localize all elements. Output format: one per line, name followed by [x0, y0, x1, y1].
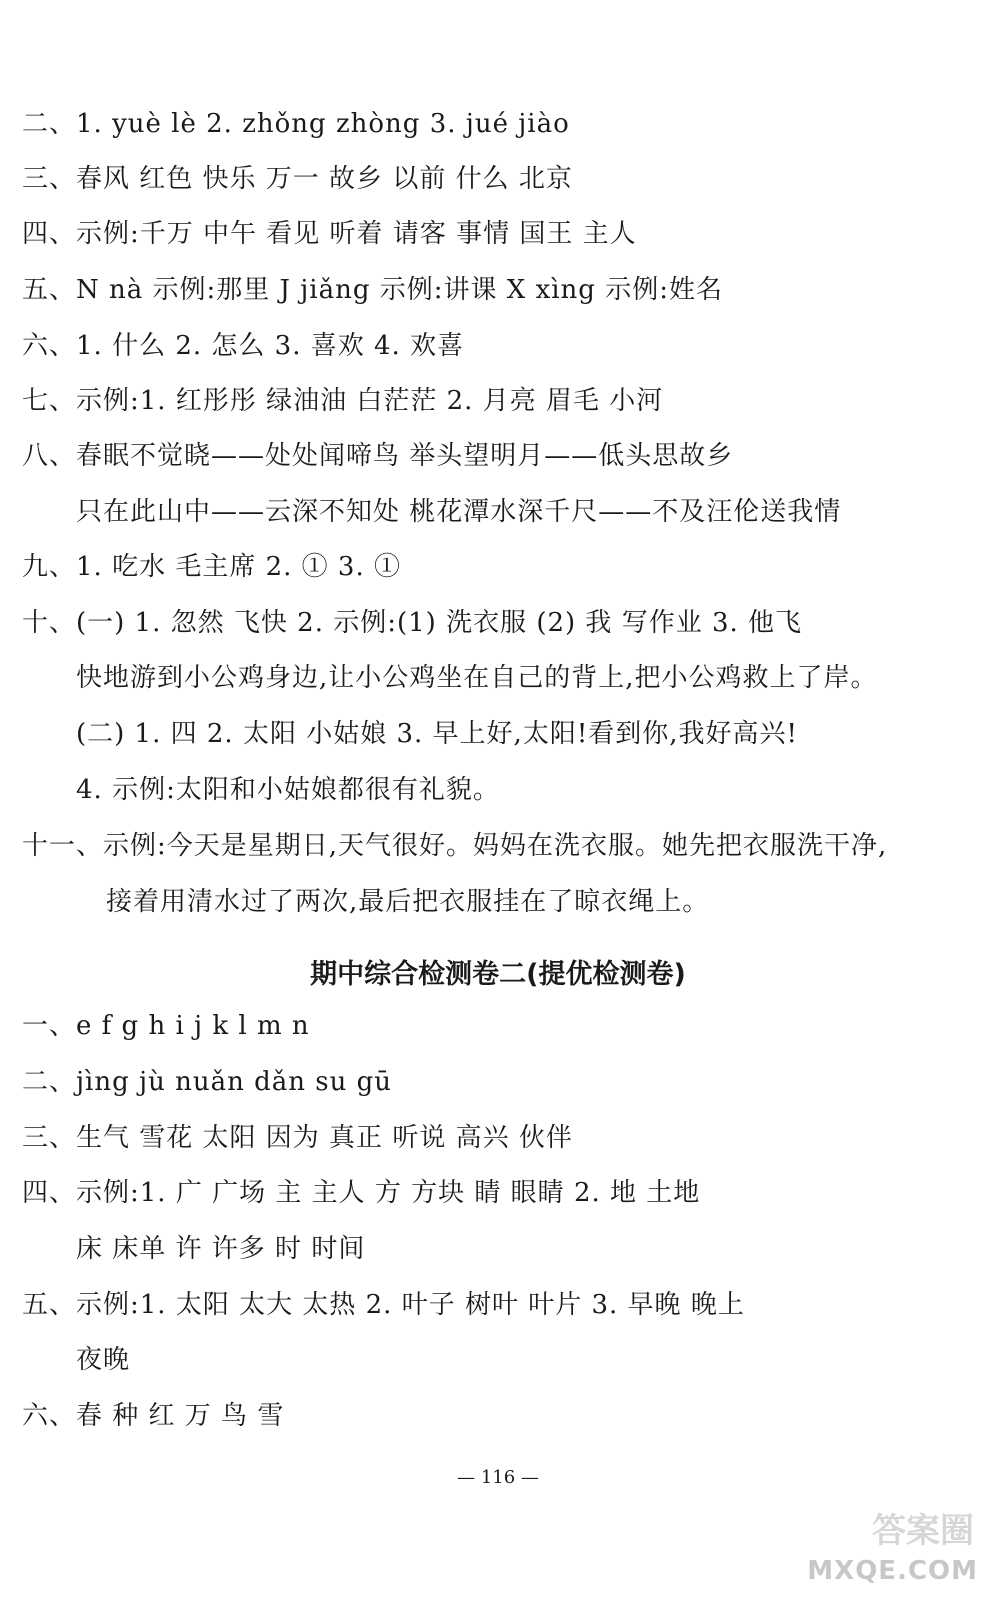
answer2-line-1: 一、e f g h i j k l m n: [22, 1011, 310, 1041]
answer2-line-5-cont: 夜晚: [76, 1345, 131, 1375]
watermark-url-text: MXQE.COM: [807, 1556, 978, 1586]
answer-line-10: 十、(一) 1. 忽然 飞快 2. 示例:(1) 洗衣服 (2) 我 写作业 3. 他飞: [22, 608, 803, 638]
answer-line-8-cont: 只在此山中——云深不知处 桃花潭水深千尺——不及汪伦送我情: [76, 497, 842, 527]
answer-line-7: 七、示例:1. 红彤彤 绿油油 白茫茫 2. 月亮 眉毛 小河: [22, 386, 664, 416]
answer-line-4: 四、示例:千万 中午 看见 听着 请客 事情 国王 主人: [22, 219, 637, 249]
answer-line-10-part2-q4: 4. 示例:太阳和小姑娘都很有礼貌。: [76, 775, 500, 805]
answer2-line-4-cont: 床 床单 许 许多 时 时间: [76, 1234, 366, 1264]
answer-line-10-cont: 快地游到小公鸡身边,让小公鸡坐在自己的背上,把小公鸡救上了岸。: [76, 663, 878, 693]
answer-line-9: 九、1. 吃水 毛主席 2. ① 3. ①: [22, 552, 402, 582]
answer2-line-2: 二、jìng jù nuǎn dǎn su gū: [22, 1067, 392, 1097]
watermark-top-text: 答案圈: [872, 1511, 974, 1551]
answer2-line-3: 三、生气 雪花 太阳 因为 真正 听说 高兴 伙伴: [22, 1123, 573, 1153]
answer-line-2: 二、1. yuè lè 2. zhǒng zhòng 3. jué jiào: [22, 109, 570, 139]
answer2-line-5: 五、示例:1. 太阳 太大 太热 2. 叶子 树叶 叶片 3. 早晚 晚上: [22, 1290, 745, 1320]
page-number: — 116 —: [457, 1467, 539, 1488]
answer-line-11-cont: 接着用清水过了两次,最后把衣服挂在了晾衣绳上。: [106, 887, 710, 917]
answer-line-5: 五、N nà 示例:那里 J jiǎng 示例:讲课 X xìng 示例:姓名: [22, 275, 723, 305]
answer-line-6: 六、1. 什么 2. 怎么 3. 喜欢 4. 欢喜: [22, 331, 465, 361]
answer2-line-4: 四、示例:1. 广 广场 主 主人 方 方块 睛 眼睛 2. 地 土地: [22, 1178, 701, 1208]
watermark-logo: [807, 1511, 988, 1594]
answer-line-8: 八、春眠不觉晓——处处闻啼鸟 举头望明月——低头思故乡: [22, 441, 734, 471]
answer-line-3: 三、春风 红色 快乐 万一 故乡 以前 什么 北京: [22, 164, 573, 194]
answer2-line-6: 六、春 种 红 万 鸟 雪: [22, 1401, 285, 1431]
answer-line-11: 十一、示例:今天是星期日,天气很好。妈妈在洗衣服。她先把衣服洗干净,: [22, 831, 888, 861]
answer-line-10-part2: (二) 1. 四 2. 太阳 小姑娘 3. 早上好,太阳!看到你,我好高兴!: [76, 719, 798, 749]
section-title: 期中综合检测卷二(提优检测卷): [310, 959, 686, 990]
